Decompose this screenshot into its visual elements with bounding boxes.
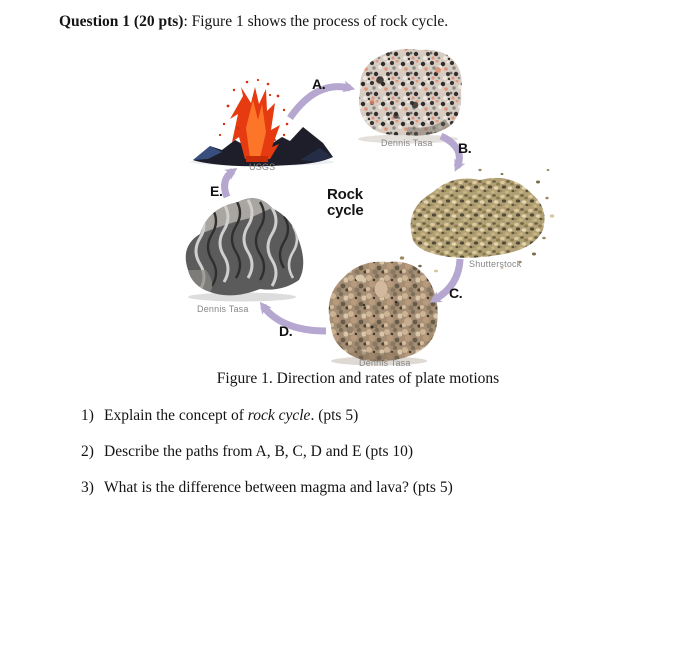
question-title-text: : Figure 1 shows the process of rock cycle. [183, 13, 449, 30]
question-list [81, 406, 453, 514]
question-1-italic: rock cycle [247, 407, 311, 424]
question-title-number: Question 1 (20 pts) [59, 13, 184, 30]
question-2-number: 2) [81, 443, 94, 460]
question-3-number: 3) [81, 479, 94, 496]
question-2-text: Describe the paths from A, B, C, D and E (pts 10) [104, 443, 414, 460]
credit-shutterstock: Shutterstock [469, 259, 522, 269]
figure-caption: Figure 1. Direction and rates of plate motions [216, 370, 500, 387]
arrow-b [441, 136, 459, 167]
question-1-number: 1) [81, 407, 94, 424]
credit-dennis-tasa-sedimentary: Dennis Tasa [359, 358, 411, 368]
sedimentary-rock-image [329, 262, 438, 366]
igneous-rock-image [358, 49, 462, 144]
question-1-suffix: . (pts 5) [310, 407, 359, 424]
conglomerate-body [329, 262, 438, 362]
question-item-2 [81, 442, 453, 461]
path-label-d: D. [279, 323, 293, 339]
rock-cycle-line2: cycle [327, 202, 364, 219]
path-label-e: E. [210, 183, 223, 199]
arrow-d [263, 306, 326, 331]
question-3-text: What is the difference between magma and lava? (pts 5) [104, 479, 453, 496]
question-item-3 [81, 478, 453, 497]
path-label-b: B. [458, 140, 472, 156]
credit-usgs: USGS [249, 162, 276, 172]
sediment-pile [411, 178, 545, 258]
metamorphic-rock-image [186, 198, 304, 301]
credit-dennis-tasa-igneous: Dennis Tasa [381, 138, 433, 148]
question-1-text: Explain the concept of [104, 407, 248, 424]
rock-cycle-line1: Rock [327, 186, 363, 203]
question-item-1 [81, 406, 453, 425]
arrow-e [225, 171, 233, 197]
path-label-a: A. [312, 76, 326, 92]
path-label-c: C. [449, 285, 463, 301]
credit-dennis-tasa-metamorphic: Dennis Tasa [197, 304, 249, 314]
rock-cycle-center-label [327, 187, 364, 219]
